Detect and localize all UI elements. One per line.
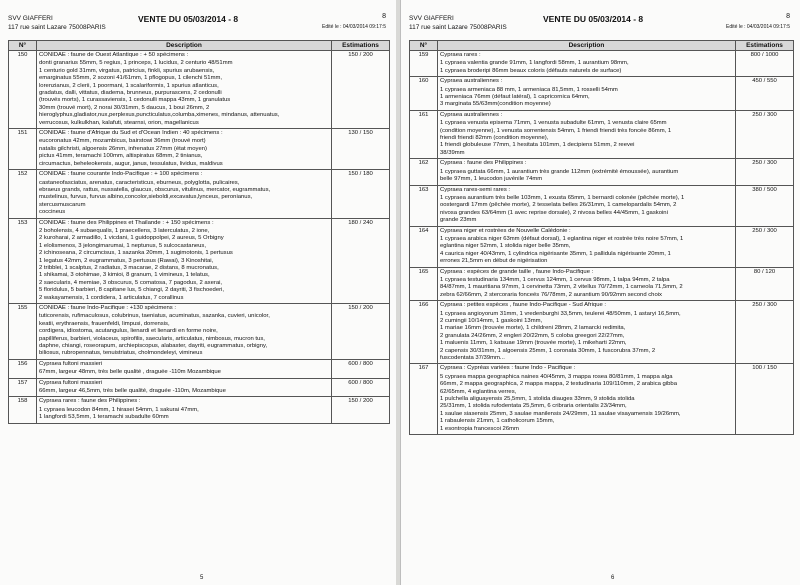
lot-number: 157 [9,378,37,397]
lot-description [37,397,332,423]
description-line: errones 21,5mm en début de nigérisation [440,258,548,265]
lot-row [9,218,390,303]
lot-description [37,218,332,303]
lot-row [410,51,794,77]
lot-description [37,359,332,378]
lot-number: 162 [410,159,438,185]
lot-description [37,304,332,360]
description-line: papilliferus, barbieri, violaceus, spirofilis, saecularis, articulatus, nimbosus, mucron tus, [39,335,265,342]
lot-number: 153 [9,218,37,303]
lot-estimate: 600 / 800 [332,378,390,397]
description-line: fuscodentata 37/39mm... [440,355,505,362]
description-line: 1 cypraea aurantium très belle 103mm, 1 exusta 65mm, 1 bernardi colonée (pêchée morte), 1 [440,194,685,201]
table-header-row [9,41,390,51]
lot-estimate: 150 / 200 [332,51,390,129]
lot-number: 158 [9,397,37,423]
lot-row [410,110,794,158]
description-line: verrucosus, kulkulkhan, kalafuti, stearnsi, orion, magellanicus [39,119,199,126]
description-line: ebraeus grands, rattus, nussatella, glaucus, obscurus, vitulinus, mercator, eugrammatus, [39,186,271,193]
description-line: CONIDAE : faune d'Afrique du Sud et d'Ocean Indien : 40 spécimens : [39,130,223,137]
lot-description [438,159,736,185]
description-line: 30mm (trouvé mort), 2 norai 30/31mm, 5 daucus, 1 boui 26mm, 2 [39,104,210,111]
description-line: friendi friendi 82mm (condition moyenne), [440,135,549,142]
description-line: cordigera, idiostoma, acutangulus, lienardi et lienardi en forme noire, [39,328,218,335]
description-line: 2 boholensis, 4 subaequalis, 1 praecellens, 3 laterculatus, 2 ione, [39,227,210,234]
edited-date: Edité le : 04/03/2014 09:17:5 [322,24,386,30]
description-line: 1 mariae 16mm (trouvée morte), 1 childreni 28mm, 2 lamarcki redimita, [440,325,626,332]
lot-estimate: 150 / 200 [332,304,390,360]
lot-estimate: 600 / 800 [332,359,390,378]
description-line: belle 97mm, 1 leucodon juvénile 74mm [440,176,543,183]
lot-description [438,185,736,226]
lot-number: 164 [410,226,438,267]
lot-number: 151 [9,129,37,170]
sale-title: VENTE DU 05/03/2014 - 8 [138,14,239,24]
description-line: 1 shikamai, 3 otohimae, 3 kimioi, 8 granum, 1 vimineus, 1 telatus, [39,272,210,279]
page-header [409,10,794,40]
description-line: 25/31mm, 1 stolida rufodentata 25,5mm, 6 cribraria orientalis 23/34mm, [440,403,627,410]
auction-house-info [409,14,507,32]
column-header-number: N° [9,41,37,51]
lot-estimate: 450 / 550 [736,77,794,111]
lot-description [37,129,332,170]
description-line: lorenzianus, 2 clerii, 1 poormani, 1 scalariformis, 1 spurius atlanticus, [39,82,219,89]
description-line: 1 rabaulensis 21mm, 1 catholicorum 15mm, [440,418,555,425]
table-header-row [410,41,794,51]
lot-row [9,51,390,129]
description-line: nivosa grandes 63/64mm (1 avec reprise dorsale), 2 nivosa belles 44/45mm, 1 gaskoini [440,209,668,216]
description-line: 2 wakayamensis, 1 cordidera, 1 articulatus, 7 corallinus [39,294,184,301]
description-line: 1 cypraea venusta episema 71mm, 1 venusta subadulte 61mm, 1 venusta claire 65mm [440,120,667,127]
lot-row [9,359,390,378]
lots-table [8,40,390,424]
description-line: 1 pulchella aliguayensis 25,5mm, 1 stolida diauges 33mm, 9 stolida stolida [440,396,635,403]
description-line: 1 cypraea arabica niger 63mm (défaut dorsal), 1 eglantina niger et rostrée très noire 57mm, 1 [440,235,684,242]
catalog-page-left [0,0,396,585]
lot-description [37,170,332,218]
description-line: Cypraea fultoni massieri [39,360,103,367]
column-header-estimate: Estimations [736,41,794,51]
description-line: circumactus, beheleokensis, augur, janus, tessulatus, lividus, maldivus [39,160,223,167]
description-line: Cypraea niger et rostrées de Nouvelle Calédonie : [440,227,571,234]
lot-row [9,170,390,218]
description-line: stercusmuscarum [39,201,86,208]
description-line: 1 maluenis 11mm, 1 katsuae 19mm (trouvée morte), 1 mikeharti 22mm, [440,340,627,347]
description-line: CONIDAE : faune de Ouest Atlantique : + 50 spécimens : [39,52,189,58]
description-line: 1 armeniaca 76mm (défaut latéral), 1 capricornica 64mm, [440,94,590,101]
description-line: mustelinus, furvus, furvus albino,concolor,sieboldi,excavatus,lynceus, peronianus, [39,194,253,201]
description-line: 1 cypraea broderipi 86mm beaux coloris (défauts naturels de surface) [440,67,622,74]
catalog-page-right [400,0,800,585]
lot-number: 166 [410,301,438,364]
description-line: zebra 62/66mm, 2 stercoraria fonceés 76/78mm, 2 aurantium 90/92mm second choix [440,291,662,298]
description-line: grande 23mm [440,217,477,224]
description-line: CONIDAE : faune des Philippines et Thailande : + 150 spécimens : [39,219,214,226]
description-line: Cypraea : espèces de grande taille , faune Indo-Pacifique : [440,268,594,275]
page-number: 8 [382,13,386,20]
description-line: natalis gilchristi, algoensis 26mm, infrenatus 27mm (état moyen) [39,145,207,152]
sale-title: VENTE DU 05/03/2014 - 8 [543,14,644,24]
auction-house-name: SVV GIAFFERI [8,15,53,22]
lot-number: 150 [9,51,37,129]
description-line: 1 esontropia francescoi 26mm [440,425,519,432]
description-line: castaneofasciatus, arenatus, caracteristicus, eburneus, polyglotta, pulicaires, [39,179,240,186]
lot-estimate: 150 / 200 [332,397,390,423]
description-line: 1 cypraea leucodon 84mm, 1 hirasei 54mm, 1 sakurai 47mm, [39,406,199,413]
description-line: 1 cypraea angioyorum 31mm, 1 vredenburghi 33,5mm, teulerei 48/50mm, 1 astaryi 16,5mm, [440,310,681,317]
lot-row [410,185,794,226]
lot-number: 159 [410,51,438,77]
description-line: 84/87mm, 1 mauritiana 97mm, 1 cervinetta 73mm, 2 vitellus 70/72mm, 1 carneola 71,5mm, 2 [440,284,683,291]
lot-description [37,51,332,129]
description-line: 1 cypraea valentia grande 91mm, 1 langfordi 58mm, 1 aurantium 98mm, [440,60,629,67]
lot-estimate: 130 / 150 [332,129,390,170]
lot-row [9,378,390,397]
lot-number: 167 [410,364,438,435]
description-line: 1 centurio gold 31mm, virgatus, patricius, finkli, spurius arubaensis, [39,67,215,74]
description-line: Cypraea fultoni massieri [39,379,103,386]
description-line: donti granarius 55mm, 5 regius, 1 princeps, 1 lucidus, 2 centurio 48/51mm [39,60,233,67]
description-line: 38/39mm [440,149,465,156]
description-line: 1 saulae siasensis 25mm, 3 saulae manilensis 24/29mm, 11 saulae visayamensis 19/26mm, [440,410,681,417]
description-line: 2 saecularis, 4 memiae, 3 obscurus, 5 comatosa, 7 pagodus, 2 axerai, [39,279,223,286]
description-line: 1 langfordi 53,5mm, 1 teramachi subadulte 60mm [39,414,169,421]
description-line: 1 elolismenos, 3 jelongimarumai, 1 neptunus, 5 sulcocastaneus, [39,242,206,249]
description-line: 2 ichinoseana, 2 circumcisus, 1 sazanka 20mm, 1 sugimotonis, 1 pertusus [39,250,233,257]
lot-description [438,301,736,364]
lot-row [410,77,794,111]
description-line: Cypraea : faune des Philippines : [440,160,527,167]
description-line: Cypraea rares-semi rares : [440,186,511,193]
lot-description [438,51,736,77]
description-line: 2 capensis 30/31mm, 1 algoensis 25mm, 1 coronata 30mm, 1 fuscorubra 37mm, 2 [440,347,656,354]
description-line: coccineus [39,209,66,216]
auction-house-address: 117 rue saint Lazare 75008PARIS [409,24,507,31]
description-line: emarginatus 55mm, 2 sozoni 41/61mm, 1 pflogopus, 1 cilenchi 51mm, [39,75,223,82]
column-header-description: Description [438,41,736,51]
lot-estimate: 250 / 300 [736,159,794,185]
description-line: 2 granulata 24/26mm, 2 engleri 20/22mm, 5 coloba greegori 22/27mm, [440,332,625,339]
lot-number: 165 [410,267,438,301]
lot-estimate: 250 / 300 [736,301,794,364]
lot-row [9,304,390,360]
description-line: 1 legatus 42mm, 2 eugrammatus, 3 pertusus (Rawai), 3 Kinoshitai, [39,257,214,264]
lot-estimate: 100 / 150 [736,364,794,435]
lot-number: 155 [9,304,37,360]
description-line: 1 cypraea armeniaca 88 mm, 1 armeniaca 81,5mm, 1 rosselli 54mm [440,86,618,93]
description-line: 4 caurica niger 40/43mm, 1 cylindrica nigérisante 35mm, 1 pallidula nigérisante 20mm, 1 [440,250,671,257]
description-line: oostergardi 17mm (pêchée morte), 2 tesselata belles 26/31mm, 1 camelopardalis 54mm, 2 [440,202,677,209]
description-line: 62/65mm, 4 eglantina verres, [440,388,517,395]
lot-row [410,267,794,301]
lot-number: 156 [9,359,37,378]
description-line: biliosus, rubropennatus, tenuistriatus, cholmondeleyi, vimineus [39,350,203,357]
auction-house-info [8,14,106,32]
lots-table [409,40,794,435]
column-header-number: N° [410,41,438,51]
lot-row [410,364,794,435]
lot-estimate: 180 / 240 [332,218,390,303]
lot-row [9,397,390,423]
lot-description [438,77,736,111]
description-line: CONIDAE : faune courante Indo-Pacifique : + 100 spécimens : [39,171,203,178]
page-number: 8 [786,13,790,20]
description-line: keatii, erythraensis, frauenfeldi, limpusi, dorrensis, [39,320,170,327]
description-line: (condition moyenne), 1 venusta sorrentensis 54mm, 1 friendi friendi très foncée 86mm, 1 [440,127,672,134]
description-line: 2 kuroharai, 2 armadillo, 1 vicdani, 1 guidoppolpei, 2 aureus, 5 Orbigny [39,235,224,242]
description-line: eglantina niger 52mm, 1 stolida niger belle 35mm, [440,243,571,250]
description-line: (trouvés morts), 1 curassaviensis, 1 cedonulli mappa 43mm, 1 granulatus [39,97,231,104]
description-line: gradatus, dalli, vittatus, diadema, brunneus, purpurascens, 2 cedonulli [39,90,222,97]
description-line: 66mm, largeur 46,5mm, très belle qualité, draguée -110m, Mozambique [39,388,226,395]
description-line: Cypraea rares : [440,52,481,58]
lot-estimate: 250 / 300 [736,110,794,158]
lot-description [438,110,736,158]
description-line: 5 cypraea mappa geographica naines 40/45mm, 3 mappa rosea 80/81mm, 1 mappa alga [440,373,673,380]
lot-description [438,267,736,301]
description-line: eucoronatus 42mm, mozambicus, bairstowi 36mm (trouvé mort) [39,138,206,145]
edited-date: Edité le : 04/03/2014 09:17:5 [726,24,790,30]
lot-row [9,129,390,170]
lot-estimate: 80 / 120 [736,267,794,301]
column-header-estimate: Estimations [332,41,390,51]
description-line: Cypraea : Cypréas variées : faune Indo - Pacifique : [440,365,576,372]
description-line: 1 cypraea testudinaria 134mm, 1 cervus 124mm, 1 cervus 98mm, 1 talpa 94mm, 2 talpa [440,276,670,283]
description-line: 1 friendi globuleuse 77mm, 1 hesitata 101mm, 1 decipiens 51mm, 2 reevei [440,142,635,149]
folio-number: 5 [200,575,204,581]
description-line: 67mm, largeur 48mm, très belle qualité , draguée -110m Mozambique [39,369,221,376]
lot-row [410,226,794,267]
auction-house-name: SVV GIAFFERI [409,15,454,22]
lot-estimate: 800 / 1000 [736,51,794,77]
description-line: 5 floridulus, 5 barbieri, 8 capitane lus, 5 chiangi, 2 dayriti, 3 fischoederi, [39,287,225,294]
lot-description [438,364,736,435]
page-header [8,10,390,40]
lot-description [37,378,332,397]
description-line: hieroglyphus,gladiator,nux,perplexus,puncticulatus,columba,ximenes, mindanus, attenuatus, [39,112,280,119]
description-line: Cypraea australiennes : [440,111,503,118]
lot-number: 152 [9,170,37,218]
description-line: CONIDAE : faune Indo-Pacifique : +130 spécimens : [39,305,177,311]
description-line: Cypraea australiennes : [440,78,503,85]
description-line: 2 tribblei, 1 scalptus, 2 radiatus, 3 macarae, 2 distans, 8 mucronatus, [39,264,219,271]
description-line: 2 cumingii 10/14mm, 1 gaskoini 13mm, [440,318,543,324]
description-line: Cypraea : petites espèces , faune Indo-Pacifique - Sud Afrique : [440,302,607,309]
lot-number: 161 [410,110,438,158]
description-line: tuticorensis, rufimaculosus, colubrinus, taeniatus, acuminatus, sazanka, cuvieri, unicolor, [39,313,270,320]
column-header-description: Description [37,41,332,51]
lot-estimate: 150 / 180 [332,170,390,218]
description-line: Cypraea rares : faune des Philippines : [39,398,141,405]
description-line: daphne, chiangi, roseorapum, archiepiscopus, alabaster, dayriti, eugrammatus, orbigny, [39,343,268,350]
description-line: 3 marginata 55/63mm(condition moyenne) [440,101,551,108]
description-line: 1 cypraea guttata 66mm, 1 aurantium très grande 112mm (extrémité émoussée), aurantium [440,168,679,175]
lot-estimate: 250 / 300 [736,226,794,267]
description-line: pictus 41mm, teramachi 100mm, altispiratus 68mm, 2 tinianus, [39,153,203,160]
lot-number: 160 [410,77,438,111]
lot-row [410,159,794,185]
lot-row [410,301,794,364]
folio-number: 6 [611,575,615,581]
lot-number: 163 [410,185,438,226]
lot-estimate: 380 / 500 [736,185,794,226]
lot-description [438,226,736,267]
auction-house-address: 117 rue saint Lazare 75008PARIS [8,24,106,31]
description-line: 66mm, 2 mappa geographica, 2 mappa mappa, 2 testudinaria 109/110mm, 2 arabica gibba [440,381,677,388]
